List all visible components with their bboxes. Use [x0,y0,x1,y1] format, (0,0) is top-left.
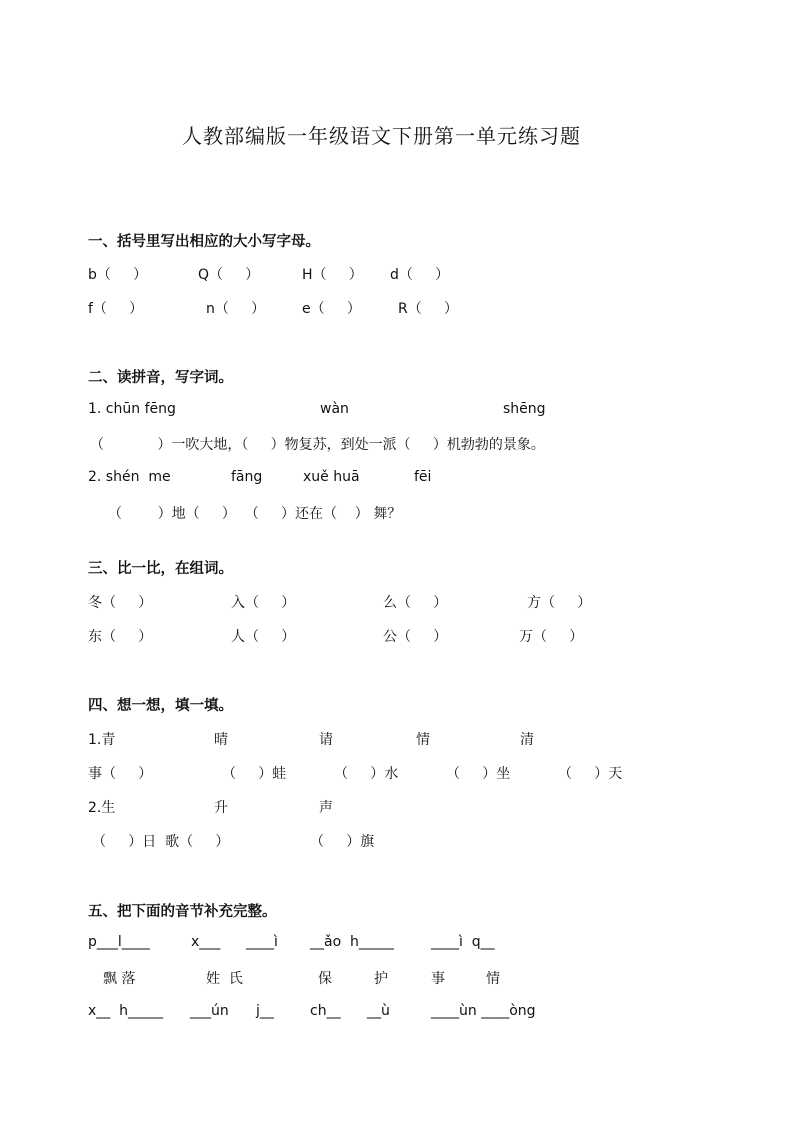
s3-row1-item: 入（ ） [231,595,296,611]
s4-q2-char: 升 [214,800,228,816]
s3-row2-item: 人（ ） [231,629,296,645]
s1-row2-item: R（ ） [398,301,458,317]
s5-row1-item: ____ì q__ [431,934,495,950]
worksheet-title: 人教部编版一年级语文下册第一单元练习题 [182,124,581,148]
s4-q2-char: 2.生 [88,800,116,816]
s2-q2-pinyin: fāng [231,469,263,485]
s5-word: 姓 氏 [206,971,243,987]
s4-q1-char: 1.青 [88,732,116,748]
s4-q2-char: 声 [319,800,333,816]
section-3-heading: 三、比一比，在组词。 [88,561,233,577]
s5-row2-item: x__ h_____ [88,1003,164,1019]
s4-q1-char: 情 [416,732,430,748]
s4-q1-char: 清 [520,732,534,748]
s4-q1-blank: （ ）坐 [446,766,511,782]
s3-row2-item: 万（ ） [519,629,584,645]
s4-q1-blank: （ ）天 [558,766,623,782]
s2-q2-pinyin: xuě huā [303,469,360,485]
s1-row1-item: Q（ ） [198,267,260,283]
s3-row1-item: 冬（ ） [88,595,153,611]
s1-row2-item: e（ ） [302,301,361,317]
s5-word: 飘 落 [103,971,136,987]
s5-row1-item: ____ì [246,934,278,950]
section-2-heading: 二、读拼音，写字词。 [88,370,233,386]
s2-q1-pinyin: 1. chūn fēng [88,401,176,417]
s1-row1-item: b（ ） [88,267,148,283]
s4-q1-blank: 事（ ） [88,766,153,782]
s3-row2-item: 公（ ） [383,629,448,645]
s4-q2-blank: （ ）旗 [310,834,375,850]
s2-q2-pinyin: 2. shén me [88,469,171,485]
s3-row1-item: 么（ ） [383,595,448,611]
s4-q1-blank: （ ）水 [334,766,399,782]
s4-q1-char: 晴 [214,732,228,748]
s3-row2-item: 东（ ） [88,629,153,645]
s2-q1-pinyin: wàn [320,401,349,417]
s1-row2-item: f（ ） [88,301,144,317]
s5-row1-item: p___l____ [88,934,150,950]
s5-row2-item: ch__ [310,1003,341,1019]
s5-row2-item: __ù [367,1003,390,1019]
s4-q1-blank: （ ）蛙 [222,766,287,782]
s5-row1-item: __ǎo h_____ [310,934,394,950]
s5-word: 护 [374,971,388,987]
s3-row1-item: 方（ ） [527,595,592,611]
s5-row2-item: j__ [256,1003,274,1019]
section-4-heading: 四、想一想，填一填。 [88,698,233,714]
s4-q1-char: 请 [319,732,333,748]
s5-word: 事 [431,971,445,987]
s2-q1-pinyin: shēng [503,401,546,417]
section-5-heading: 五、把下面的音节补充完整。 [88,904,277,920]
s5-row2-item: ____ùn ____òng [431,1003,536,1019]
s1-row1-item: d（ ） [390,267,450,283]
s5-row2-item: ___ún [190,1003,229,1019]
s1-row1-item: H（ ） [302,267,363,283]
s5-word: 保 [318,971,332,987]
s5-row1-item: x___ [191,934,221,950]
s5-word: 情 [486,971,500,987]
s4-q2-blank: （ ）日 歌（ ） [92,834,230,850]
s2-q1-sentence: （ ）一吹大地，（ ）物复苏，到处一派（ ）机勃勃的景象。 [90,437,545,453]
section-1-heading: 一、括号里写出相应的大小写字母。 [88,234,320,250]
s1-row2-item: n（ ） [206,301,266,317]
s2-q2-pinyin: fēi [414,469,432,485]
s2-q2-sentence: （ ）地（ ） （ ）还在（ ） 舞？ [108,506,402,522]
